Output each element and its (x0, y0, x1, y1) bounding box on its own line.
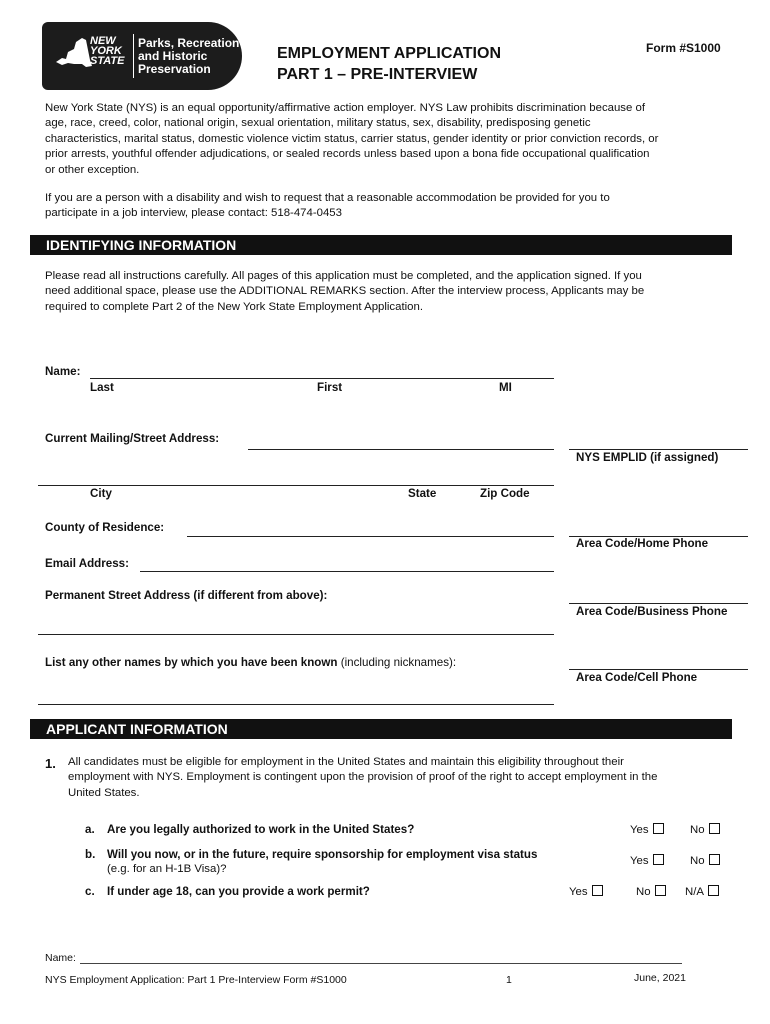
first-name-caption: First (317, 381, 343, 394)
other-names-note: (including nicknames): (340, 656, 457, 669)
footer-date: June, 2021 (634, 972, 686, 984)
checkbox[interactable] (592, 885, 603, 896)
logo-divider (133, 34, 134, 78)
cell-phone-caption: Area Code/Cell Phone (576, 671, 698, 684)
footer-name-field[interactable] (80, 963, 682, 964)
last-name-caption: Last (90, 381, 114, 394)
eeo-statement: New York State (NYS) is an equal opportunity/affirmative action employer. NYS Law prohibits discrimination because of age, race, creed, color, national origin, sexual orientation, military status, sex, disability, predisposing genetic characteristics, marital status, domestic violence victim status, carrier status, gender identity or prior conviction records, or prior arrests, youthful offender adjudications, or sealed records unless based upon a bona fide occupational qualification or other exception. (45, 102, 659, 176)
question-c-text: If under age 18, can you provide a work permit? (107, 885, 370, 898)
business-phone-caption: Area Code/Business Phone (576, 605, 728, 618)
question-b-letter: b. (85, 848, 96, 861)
checkbox[interactable] (653, 854, 664, 865)
footer-form-title: NYS Employment Application: Part 1 Pre-Interview Form #S1000 (45, 974, 347, 986)
middle-initial-caption: MI (499, 381, 512, 394)
question-b-no[interactable]: No (690, 854, 720, 867)
county-label: County of Residence: (45, 521, 165, 534)
logo-state-text: NEW YORK STATE (90, 35, 125, 67)
zip-caption: Zip Code (480, 487, 530, 500)
question-c-no[interactable]: No (636, 885, 666, 898)
section-heading-identifying: IDENTIFYING INFORMATION (30, 235, 732, 255)
name-label: Name: (45, 365, 81, 378)
logo-agency-text: Parks, Recreation and Historic Preservation (138, 36, 240, 76)
question-c-letter: c. (85, 885, 95, 898)
question-1-number: 1. (45, 756, 56, 771)
checkbox[interactable] (708, 885, 719, 896)
permanent-address-field[interactable] (38, 634, 554, 635)
email-field[interactable] (140, 571, 554, 572)
nys-parks-logo (42, 22, 242, 90)
identifying-instructions: Please read all instructions carefully. All pages of this application must be completed, and the application signed. If you need additional space, please use the ADDITIONAL REMARKS section. After the interview process, Applicants may be required to complete Part 2 of the New York State Employment Application. (45, 270, 645, 313)
form-number: Form #S1000 (646, 41, 721, 55)
question-a-letter: a. (85, 823, 95, 836)
accommodation-statement: If you are a person with a disability and wish to request that a reasonable accommodation be provided for you to participate in a job interview, please contact: 518-474-0453 (45, 192, 610, 220)
checkbox[interactable] (709, 854, 720, 865)
checkbox[interactable] (653, 823, 664, 834)
city-caption: City (90, 487, 112, 500)
checkbox[interactable] (655, 885, 666, 896)
footer-name-label: Name: (45, 952, 76, 964)
page-title: EMPLOYMENT APPLICATION PART 1 – PRE-INTERVIEW (277, 45, 501, 83)
question-c-na[interactable]: N/A (685, 885, 719, 898)
city-state-zip-field[interactable] (38, 485, 554, 486)
other-names-label: List any other names by which you have been known (including nicknames): (45, 656, 457, 669)
section-heading-applicant: APPLICANT INFORMATION (30, 719, 732, 739)
question-a-no[interactable]: No (690, 823, 720, 836)
permanent-address-label: Permanent Street Address (if different from above): (45, 589, 328, 602)
other-names-field[interactable] (38, 704, 554, 705)
state-caption: State (408, 487, 437, 500)
emplid-field[interactable] (569, 449, 748, 450)
home-phone-caption: Area Code/Home Phone (576, 537, 709, 550)
name-field[interactable] (90, 378, 554, 379)
question-c-yes[interactable]: Yes (569, 885, 603, 898)
business-phone-field[interactable] (569, 603, 748, 604)
cell-phone-field[interactable] (569, 669, 748, 670)
email-label: Email Address: (45, 557, 129, 570)
address-label: Current Mailing/Street Address: (45, 432, 220, 445)
checkbox[interactable] (709, 823, 720, 834)
address-field[interactable] (248, 449, 554, 450)
question-a-text: Are you legally authorized to work in the United States? (107, 823, 415, 836)
question-a-yes[interactable]: Yes (630, 823, 664, 836)
question-b-text: Will you now, or in the future, require sponsorship for employment visa status (107, 848, 538, 861)
county-field[interactable] (187, 536, 554, 537)
question-b-yes[interactable]: Yes (630, 854, 664, 867)
question-b-note: (e.g. for an H-1B Visa)? (107, 863, 227, 875)
emplid-caption: NYS EMPLID (if assigned) (576, 451, 719, 464)
question-1-text: All candidates must be eligible for employment in the United States and maintain this eligibility throughout their employment with NYS. Employment is contingent upon the provision of proof of the right to accept employment in the United States. (68, 756, 658, 799)
page-number: 1 (506, 974, 512, 986)
